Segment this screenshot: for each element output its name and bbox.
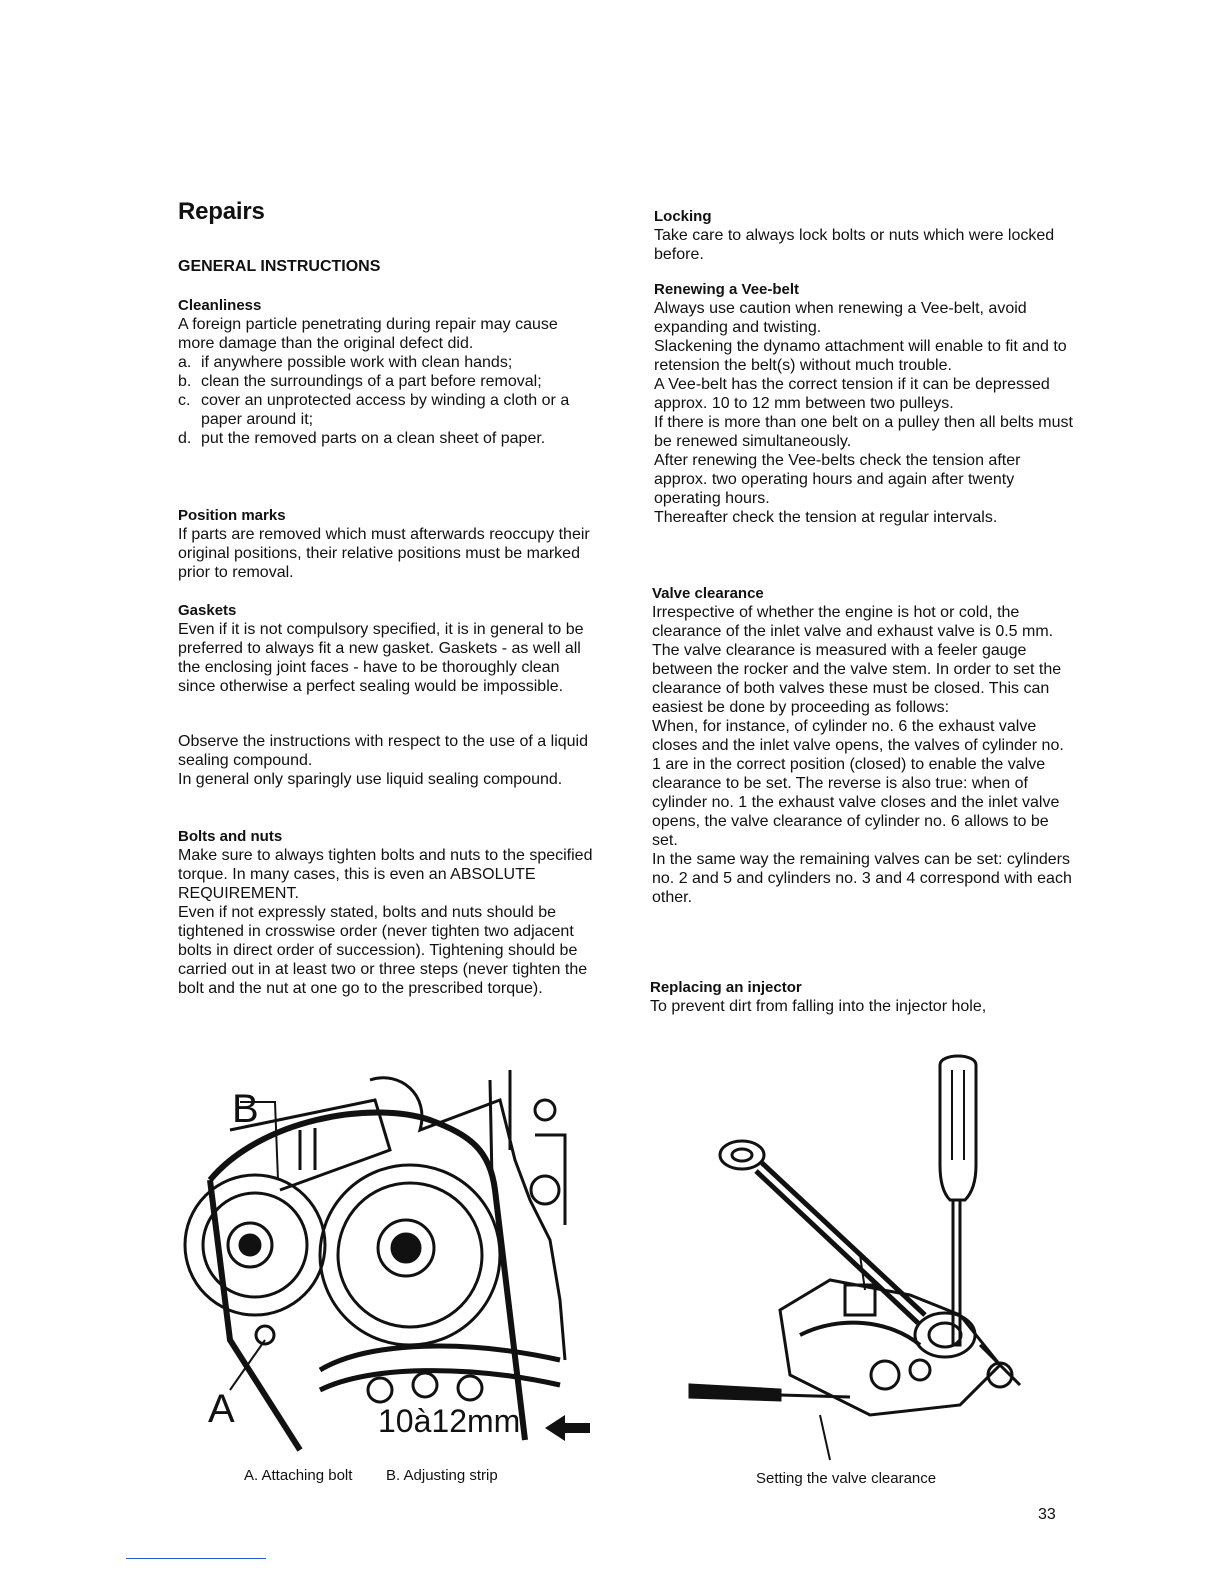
arrow-icon — [545, 1415, 590, 1441]
valve-clearance-para: The valve clearance is measured with a feeler gauge between the rocker and the valve stem. In order to set the clearance of both valves these must be closed. This can easiest be done by proceeding as follows: — [652, 642, 1062, 716]
cleanliness-list — [178, 353, 598, 448]
vee-belt-para: Always use caution when renewing a Vee-belt, avoid expanding and twisting. — [654, 300, 1027, 336]
list-marker: b. — [178, 373, 192, 390]
list-text: cover an unprotected access by winding a cloth or a paper around it; — [201, 392, 570, 428]
bolts-nuts-para2: Even if not expressly stated, bolts and nuts should be tightened in crosswise order (never tighten two adjacent bolts in direct order of succession). Tightening should be carried out in at least two or three steps (never tighten the bolt and the nut at one go to the prescribed torque). — [178, 904, 588, 997]
locking-section — [654, 207, 1074, 264]
page-title: Repairs — [178, 198, 265, 225]
list-text: if anywhere possible work with clean hands; — [201, 354, 513, 371]
belt-tension-figure — [170, 1040, 600, 1460]
locking-text: Take care to always lock bolts or nuts which were locked before. — [654, 227, 1055, 263]
cleanliness-intro: A foreign particle penetrating during repair may cause more damage than the original defect did. — [178, 316, 558, 352]
vee-belt-para: If there is more than one belt on a pulley then all belts must be renewed simultaneously. — [654, 414, 1073, 450]
list-marker: c. — [178, 392, 191, 409]
injector-section — [650, 978, 1070, 1016]
label-b: B — [232, 1087, 259, 1131]
gaskets-section — [178, 601, 598, 696]
bolts-nuts-heading: Bolts and nuts — [178, 828, 283, 845]
valve-clearance-para: Irrespective of whether the engine is hot or cold, the clearance of the inlet valve and exhaust valve is 0.5 mm. — [652, 604, 1054, 640]
position-marks-heading: Position marks — [178, 507, 286, 524]
cleanliness-heading: Cleanliness — [178, 297, 262, 314]
injector-heading: Replacing an injector — [650, 979, 802, 996]
gaskets-heading: Gaskets — [178, 602, 237, 619]
label-a: A — [208, 1387, 235, 1431]
valve-clearance-para: In the same way the remaining valves can be set: cylinders no. 2 and 5 and cylinders no. 3 and 4 correspond with each other. — [652, 851, 1072, 906]
valve-clearance-heading: Valve clearance — [652, 585, 764, 602]
section-title: GENERAL INSTRUCTIONS — [178, 258, 381, 275]
position-marks-section — [178, 506, 598, 582]
position-marks-text: If parts are removed which must afterwards reoccupy their original positions, their relative positions must be marked prior to removal. — [178, 526, 590, 581]
valve-clearance-figure — [670, 1045, 1050, 1465]
list-text: clean the surroundings of a part before removal; — [201, 373, 542, 390]
valve-clearance-section — [652, 584, 1072, 907]
belt-caption-b: B. Adjusting strip — [386, 1467, 498, 1484]
vee-belt-para: A Vee-belt has the correct tension if it can be depressed approx. 10 to 12 mm between two pulleys. — [654, 376, 1050, 412]
list-item — [178, 429, 598, 448]
list-item — [178, 391, 598, 429]
page-number: 33 — [1038, 1506, 1056, 1523]
liquid-sealing-line2: In general only sparingly use liquid sealing compound. — [178, 771, 563, 788]
cleanliness-section — [178, 296, 598, 448]
dimension-label: 10à12mm — [378, 1403, 521, 1439]
footer-rule — [126, 1558, 266, 1559]
liquid-sealing-line1: Observe the instructions with respect to the use of a liquid sealing compound. — [178, 733, 588, 769]
gaskets-text: Even if it is not compulsory specified, it is in general to be preferred to always fit a new gasket. Gaskets - as well all the enclosing joint faces - have to be thoroughly clean since otherwise a perfect sealing would be impossible. — [178, 621, 584, 695]
injector-text: To prevent dirt from falling into the injector hole, — [650, 998, 987, 1015]
vee-belt-para: After renewing the Vee-belts check the tension after approx. two operating hours and again after twenty operating hours. — [654, 452, 1021, 507]
bolts-nuts-section — [178, 827, 598, 998]
list-text: put the removed parts on a clean sheet of paper. — [201, 430, 546, 447]
vee-belt-heading: Renewing a Vee-belt — [654, 281, 800, 298]
locking-heading: Locking — [654, 208, 712, 225]
vee-belt-para: Slackening the dynamo attachment will enable to fit and to retension the belt(s) without much trouble. — [654, 338, 1067, 374]
valve-clearance-para: When, for instance, of cylinder no. 6 the exhaust valve closes and the inlet valve opens, the valves of cylinder no. 1 are in the correct position (closed) to enable the valve clearance to be set. The reverse is also true: when of cylinder no. 1 the exhaust valve closes and the inlet valve opens, the valve clearance of cylinder no. 6 allows to be set. — [652, 718, 1064, 849]
bolts-nuts-para1: Make sure to always tighten bolts and nuts to the specified torque. In many cases, this is even an ABSOLUTE REQUIREMENT. — [178, 847, 593, 902]
valve-clearance-illustration — [670, 1045, 1050, 1465]
list-marker: d. — [178, 430, 192, 447]
vee-belt-para: Thereafter check the tension at regular intervals. — [654, 509, 998, 526]
belt-caption-a: A. Attaching bolt — [244, 1467, 353, 1484]
vee-belt-section — [654, 280, 1074, 527]
list-marker: a. — [178, 354, 192, 371]
list-item — [178, 353, 598, 372]
list-item — [178, 372, 598, 391]
liquid-sealing-section — [178, 732, 598, 789]
valve-caption: Setting the valve clearance — [756, 1470, 937, 1487]
belt-tension-illustration — [170, 1040, 600, 1460]
